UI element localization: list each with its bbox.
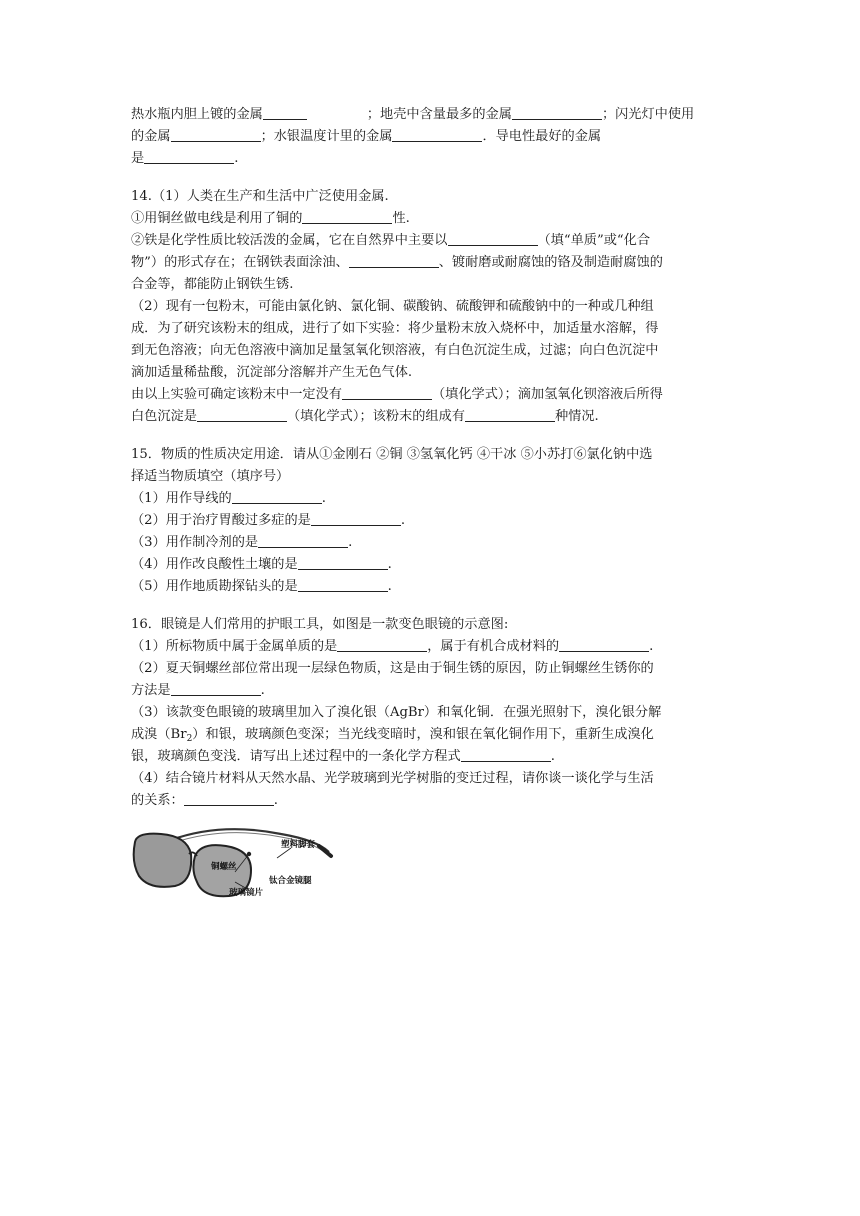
q15-line: [131, 532, 731, 554]
text: .: [348, 535, 353, 550]
q14-line: 滴加适量稀盐酸，沉淀部分溶解并产生无色气体.: [131, 365, 413, 380]
text: .: [387, 579, 392, 594]
q14-heading: 14.（1）人类在生产和生活中广泛使用金属.: [131, 189, 389, 204]
intro-line-2: [131, 126, 731, 148]
text: ；水银温度计里的金属: [260, 129, 393, 144]
text: .: [387, 557, 392, 572]
q15-line: [131, 554, 731, 576]
text: 热水瓶内胆上镀的金属: [131, 107, 263, 122]
q16-line: [131, 746, 731, 768]
text: 白色沉淀是: [131, 409, 197, 424]
q15-line: [131, 488, 731, 510]
answer-blank[interactable]: [197, 407, 287, 422]
text: .: [400, 513, 406, 528]
text: 银，玻璃颜色变浅．请写出上述过程中的一条化学方程式: [131, 749, 461, 764]
text: （填化学式）；滴加氢氧化钡溶液后所得: [432, 387, 663, 402]
q16-line: （3）该款变色眼镜的玻璃里加入了溴化银（AgBr）和氧化铜．在强光照射下，溴化银分解: [131, 705, 662, 720]
label-glass-lens: 玻璃镜片: [229, 888, 264, 898]
text: （1）用作导线的: [131, 491, 232, 506]
q16-line: [131, 724, 731, 746]
answer-blank[interactable]: [349, 253, 439, 268]
q14-line: 合金等，都能防止钢铁生锈.: [131, 277, 294, 292]
text: 方法是: [131, 683, 171, 698]
q14-line: [131, 252, 731, 274]
text: ②铁是化学性质比较活泼的金属，它在自然界中主要以: [131, 233, 448, 248]
answer-blank[interactable]: [512, 105, 602, 120]
answer-blank[interactable]: [171, 127, 261, 142]
q16-line: [131, 790, 731, 812]
text: （3）用作制冷剂的是: [131, 535, 259, 550]
text: （填“单质”或“化合: [537, 233, 651, 248]
q14-line: （2）现有一包粉末，可能由氯化钠、氯化铜、碳酸钠、硫酸钾和硫酸钠中的一种或几种组: [131, 299, 654, 314]
text: 成溴（Br: [131, 727, 187, 742]
text: 性.: [392, 211, 410, 226]
text: 物”）的形式存在；在钢铁表面涂油、: [131, 255, 349, 270]
answer-blank[interactable]: [392, 127, 482, 142]
text: .: [649, 639, 654, 654]
q14-line: [131, 406, 731, 428]
text: 由以上实验可确定该粉末中一定没有: [131, 387, 342, 402]
text: ，属于有机合成材料的: [427, 639, 560, 654]
answer-blank[interactable]: [144, 149, 234, 164]
q14-line: [131, 230, 731, 252]
label-titanium-alloy-temple: 钛合金镜腿: [269, 876, 312, 886]
text: ①用铜丝做电线是利用了铜的: [131, 211, 303, 226]
answer-blank[interactable]: [298, 555, 388, 570]
q15-line: [131, 576, 731, 598]
q16-heading: 16．眼镜是人们常用的护眼工具，如图是一款变色眼镜的示意图:: [131, 617, 509, 632]
intro-line-3: [131, 148, 731, 170]
answer-blank[interactable]: [465, 407, 555, 422]
q14-line: 成．为了研究该粉末的组成，进行了如下实验：将少量粉末放入烧杯中，加适量水溶解，得: [131, 321, 659, 336]
text: .: [273, 793, 278, 808]
text: ）和银，玻璃颜色变深；当光线变暗时，溴和银在氧化铜作用下，重新生成溴化: [192, 727, 654, 742]
q15-line: 择适当物质填空（填序号）: [131, 469, 290, 484]
answer-blank[interactable]: [448, 231, 538, 246]
text: ；闪光灯中使用: [601, 107, 695, 122]
answer-blank[interactable]: [258, 533, 348, 548]
glasses-figure: [131, 824, 341, 924]
text: ．导电性最好的金属: [482, 129, 602, 144]
answer-blank[interactable]: [184, 791, 274, 806]
q16-line: [131, 636, 731, 658]
text: .: [321, 491, 326, 506]
q15-heading: 15．物质的性质决定用途．请从①金刚石 ②铜 ③氢氧化钙 ④干冰 ⑤小苏打⑥氯化钠中选: [131, 447, 653, 462]
text: （1）所标物质中属于金属单质的是: [131, 639, 338, 654]
intro-line-1: [131, 104, 731, 126]
answer-blank[interactable]: [302, 209, 392, 224]
answer-blank[interactable]: [171, 681, 261, 696]
text: 种情况.: [554, 409, 599, 424]
answer-blank[interactable]: [263, 105, 307, 120]
text: 是: [131, 151, 145, 166]
q16-line: [131, 680, 731, 702]
text: .: [550, 749, 555, 764]
q16-line: （2）夏天铜螺丝部位常出现一层绿色物质，这是由于铜生锈的原因，防止铜螺丝生锈你的: [131, 661, 654, 676]
label-plastic-temple-tip: 塑料脚套: [281, 840, 316, 850]
answer-blank[interactable]: [337, 637, 427, 652]
worksheet: [131, 104, 731, 924]
text: 、镀耐磨或耐腐蚀的铬及制造耐腐蚀的: [438, 255, 663, 270]
answer-blank[interactable]: [461, 747, 551, 762]
text: ；地壳中含量最多的金属: [366, 107, 512, 122]
q14-line: 到无色溶液；向无色溶液中滴加足量氢氧化钡溶液，有白色沉淀生成，过滤；向白色沉淀中: [131, 343, 659, 358]
answer-blank[interactable]: [232, 489, 322, 504]
answer-blank[interactable]: [298, 577, 388, 592]
text: .: [234, 151, 239, 166]
q14-line: [131, 384, 731, 406]
label-copper-screw: 铜螺丝: [211, 862, 237, 872]
q15-line: [131, 510, 731, 532]
answer-blank[interactable]: [311, 511, 401, 526]
text: .: [260, 683, 265, 698]
q14-line: [131, 208, 731, 230]
answer-blank[interactable]: [559, 637, 649, 652]
answer-blank[interactable]: [342, 385, 432, 400]
text: 的金属: [131, 129, 171, 144]
text: （5）用作地质勘探钻头的是: [131, 579, 298, 594]
text: （填化学式）；该粉末的组成有: [286, 409, 465, 424]
text: （4）用作改良酸性土壤的是: [131, 557, 298, 572]
text: （2）用于治疗胃酸过多症的是: [131, 513, 311, 528]
subscript: 2: [186, 734, 193, 744]
text: 的关系：: [131, 793, 184, 808]
q16-line: （4）结合镜片材料从天然水晶、光学玻璃到光学树脂的变迁过程，请你谈一谈化学与生活: [131, 771, 654, 786]
